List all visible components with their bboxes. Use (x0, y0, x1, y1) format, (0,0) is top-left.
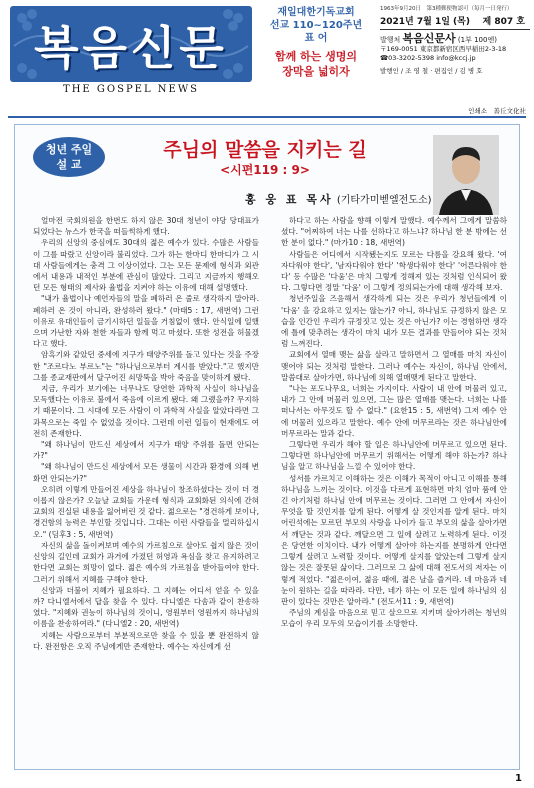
issue-line (380, 17, 530, 30)
badge-line: 설 교 (56, 158, 82, 171)
price: (1부 100엔) (457, 36, 497, 44)
church-line: 재일대한기독교회 (277, 7, 355, 18)
motto-line: 장막을 넓히자 (282, 65, 350, 78)
section-badge (33, 137, 105, 177)
body-column-right (281, 215, 507, 630)
article-verse: <시편119 : 9> (220, 163, 310, 177)
church-motto (258, 6, 374, 102)
body-paragraph: 성서를 가르치고 이해하는 것은 이해가 목적이 아니고 이해를 통해 하나님을 느끼는 것이다. 이것을 다르게 표현하면 마치 엄마 품에 안긴 아기처럼 하나님 안에 머무르는 것이다. 그러면 그 안에서 자신이 무엇을 할 것인지를 알게 된다. 어떻게 살 것인지를 알게 된다. 마치 어린석에는 모르던 부모의 사랑을 나이가 들고 부모의 삶을 살아가면서 깨닫는 것과 같다. 깨달으면 그 일에 살려고 노력하게 된다. 이것은 당연한 이치이다. 내가 어떻게 살아야 하는지를 분명하게 안다면 그렇게 살려고 노력할 것이다. 어떻게 살지를 알았는데 그렇게 살지 않는 것은 잘못된 삶이다. 그러므로 그 삶에 대해 전도서의 저자는 이렇게 적었다. "젊은이여, 젊음 때에, 젊은 날을 즐겨라. 네 마음과 네 눈이 원하는 길을 따라라. 다만, 네가 하는 이 모든 일에 하나님의 심판이 있다는 것만은 알아라." (전도서11 : 9, 새번역) (281, 473, 507, 606)
article-title: 주님의 말씀을 지키는 길 (163, 139, 367, 161)
masthead-divider (8, 116, 526, 118)
badge-line: 청년 주일 (45, 143, 93, 156)
sermon-article (14, 124, 520, 770)
author-name: 홍 웅 표 목사 (245, 193, 334, 206)
logo-text: 복음신문 (34, 21, 228, 75)
body-paragraph: 우리의 신앙의 중심에도 30대의 젊은 예수가 있다. 수많은 사람들이 그를 따랐고 신앙이라 불리었다. 그가 하는 한마디 한마디가 그 시대 사람들에게는 충격 그 이상이었다. 그는 모든 문제에 형식과 외관에서 내용과 내적인 부분에 관심이 많았다. 그리고 지금까지 행해오던 모든 형태의 제사와 율법을 지켜야 하는 이유에 대해 설명했다. (33, 238, 259, 293)
body-column-left (33, 215, 259, 652)
church-line: 선교 110~120주년 (269, 20, 363, 31)
church-line: 표 어 (304, 33, 328, 44)
body-paragraph: 신앙과 더불어 지혜가 필요하다. 그 지혜는 어디서 얻을 수 있을까? 다니엘서에서 답을 찾을 수 있다. 다니엘은 다솜과 같이 찬송하였다. "지혜와 권능이 하나님의 것이니, 영원부터 영원까지 하나님의 이름을 찬송하여라." (다니엘2 : 20, 새번역) (33, 585, 259, 629)
body-paragraph: 지혜는 사람으로부터 부분적으로만 찾을 수 있을 뿐 완전하지 않다. 완전함은 오직 주님에게만 존재한다. 예수는 자신에게 선 (33, 630, 259, 651)
body-paragraph: 청년주일을 즈음해서 생각하게 되는 것은 우리가 청년들에게 이 '다움' 을 강요하고 있지는 않는가? 아니, 하나님도 규정하지 않은 모습을 인간인 우리가 규정짓고 있는 것은 아닌가? 이는 경험하면 생각에 틀에 맞추려는 생각이 마치 내가 모든 결과를 만들어야 되는 것처럼 느껴진다. (281, 294, 507, 349)
body-paragraph: 그렇다면 우리가 해야 할 일은 하나님안에 머무르고 있으면 된다. 그렇다면 하나님안에 머무르기 위해서는 어떻게 해야 하는가? 하나님을 알고 하나님을 느낄 수 있어야 한다. (281, 440, 507, 472)
body-paragraph: 교회에서 열매 맺는 삶을 살라고 말하면서 그 열매를 마치 자신이 맺어야 되는 것처럼 말한다. 그러나 예수는 자신이, 하나님 안에서, 말씀대로 살아가면, 하나님에 의해 열매맺게 된다고 말한다. (281, 350, 507, 382)
page-number: 1 (515, 773, 522, 784)
newspaper-logo (10, 6, 252, 82)
body-paragraph: 암흑기와 같았던 중세에 지구가 태양주위를 돌고 있다는 것을 주장한 "조르다노 부르노"는 "하나님으로부터 계시를 받았다."고 했지만 그를 종교재판에서 달구어진 쇠망뚝을 박아 죽음을 맞이하게 됐다. (33, 350, 259, 382)
staff-line: 발행인 / 조 영 철 · 편집인 / 김 병 호 (380, 67, 483, 75)
masthead (0, 0, 534, 118)
publisher-line (380, 34, 530, 45)
logo-subtitle: THE GOSPEL NEWS (63, 84, 199, 95)
registration-line: 1963年9月20日 第3種郵便物認可（毎月一日発行） (380, 6, 513, 12)
body-paragraph: 오히려 이렇게 만들어진 세상을 하나님이 창조하셨다는 것이 더 경이롭지 않은가? 오늘날 교회들 가운데 형식과 교회화된 의식에 간혀 교회의 진실된 내용을 잃어버린 것 같다. 젊으로는 "경건하게 보이나, 경건함의 능력은 부인할 것입니다. 그대는 이런 사람들을 멀리하십시오." (딤후3 : 5, 새번역) (33, 484, 259, 539)
issue-number: 제 807 호 (482, 17, 525, 27)
body-paragraph: 얼마전 국회의원을 한번도 하지 않은 30대 청년이 야당 당대표가 되었다는 뉴스가 한국을 떠들썩하게 했다. (33, 216, 259, 237)
author-photo (433, 135, 499, 215)
body-paragraph: 지금, 우리가 보기에는 너무나도 당연한 과학적 사실이 하나님을 모독했다는 이유로 불에서 죽음에 이르게 됐다. 왜 그랬을까? 무지하기 때문이다. 그 시대에 모든 사람이 이 과학적 사실을 알았다라면 그 과목으로는 죽일 수 없었을 것이다. 그런데 이런 일들이 현재에도 여전히 존재한다. (33, 384, 259, 438)
motto-line: 함께 하는 생명의 (274, 50, 358, 63)
article-body (33, 215, 507, 763)
issue-info (380, 4, 530, 76)
issue-date: 2021년 7월 1일 (목) (380, 17, 470, 27)
publisher-name: 복음신문사 (402, 32, 456, 45)
printer-line: 인쇄소 善丘文化社 (468, 107, 526, 115)
contact: ☎03-3202-5398 info@kccj.jp (380, 54, 476, 62)
body-paragraph: "내가 율법이나 예언자들의 말을 폐하러 온 줄로 생각하지 말아라. 폐하러 온 것이 아니라, 완성하러 왔다." (마태5 : 17, 새번역) 그런 이유로 유대인들이 금기시하던 일들을 거침없이 했다. 안식일에 일했으며 가난한 자와 천한 자들과 함께 먹고 마셨다. 또한 성전을 허물겠다고 했다. (33, 294, 259, 349)
body-paragraph: "왜 하나님이 만드신 세상에서 모든 생물이 시간과 환경에 의해 변화면 안되는가?" (33, 462, 259, 483)
publisher-label: 발행처 (380, 36, 401, 44)
body-paragraph: "나는 포도나무요, 너희는 가지이다. 사람이 내 안에 머물러 있고, 내가 그 안에 머물러 있으면, 그는 많은 열매를 맺는다. 너희는 나를 떠나서는 아무것도 할 수 없다." (요한15 : 5, 새번역) 그저 예수 안에 머물러 있으라고 말한다. 예수 안에 머무르라는 것은 하나님안에 머무르라는 말과 같다. (281, 384, 507, 438)
body-paragraph: 주님의 계심을 마음으로 믿고 살으므로 지키며 살아가려는 청년의 모습이 우리 모두의 모습이기를 소망한다. (281, 608, 507, 629)
author-line (245, 191, 432, 207)
address: 〒169-0051 東京都新宿区西早稲田2-3-18 (380, 45, 507, 53)
body-paragraph: 하다고 하는 사람을 향해 이렇게 말했다. 예수께서 그에게 말씀하셨다. "어찌하여 너는 나를 선하다고 하느냐? 하나님 한 분 밖에는 선한 분이 없다." (마가10 : 18, 새번역) (281, 216, 507, 248)
author-church: (기타가미벧엘전도소) (336, 195, 432, 206)
body-paragraph: 사람들은 어디에서 시작됐는지도 모르는 다름을 강요해 왔다. '여자다워야 한다', '남자다워야 한다' '학생다워야 한다' '어른다워야 한다' 등 수많은 '다움'은 마치 그렇게 정해져 있는 것처럼 인식되어 왔다. 그렇다면 정말 '다움' 이 그렇게 정의되는가에 대해 생각해 보자. (281, 249, 507, 293)
body-paragraph: "왜 하나님이 만드신 세상에서 지구가 태양 주위를 돌면 안되는가?" (33, 440, 259, 461)
body-paragraph: 자신의 삶을 돌이켜보며 예수의 가르침으로 살아도 쉽지 않은 것이 신앙의 길인데 교회가 과거에 가졌던 허영과 욕심을 찾고 유지하려고 한다면 교회는 희망이 없다. 젊은 예수의 가르침을 받아들여야 한다. 그러기 위해서 지혜를 구해야 한다. (33, 540, 259, 584)
person-portrait-icon (433, 135, 499, 215)
